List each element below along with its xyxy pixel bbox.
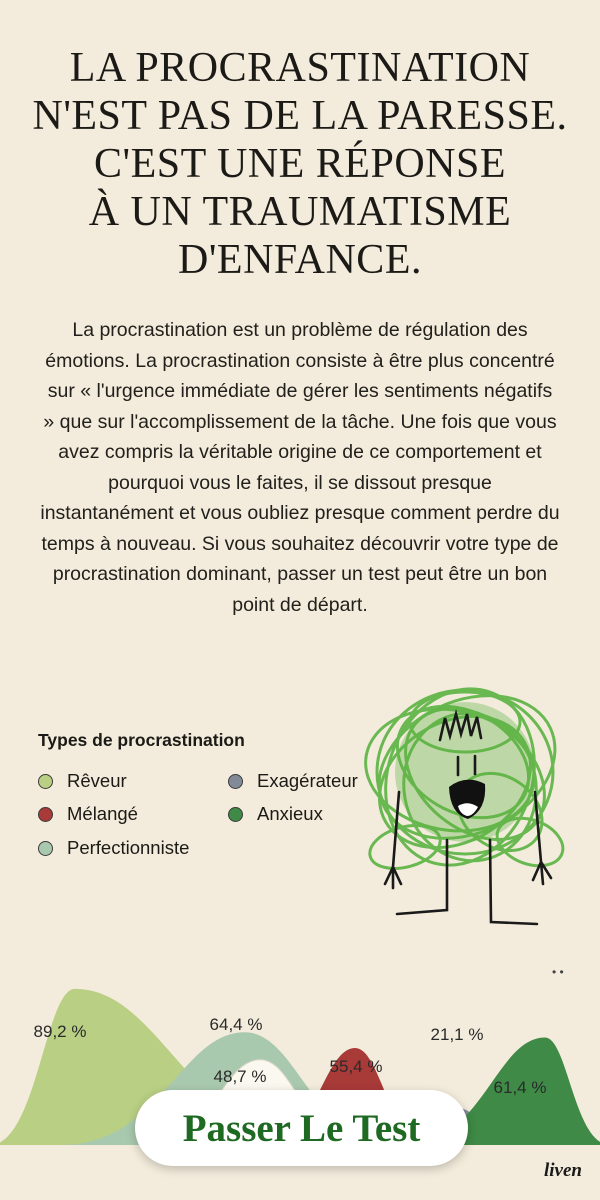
chart-data-label: 48,7 % (213, 1067, 267, 1086)
legend-label: Anxieux (257, 803, 323, 824)
legend-label: Rêveur (67, 770, 127, 791)
legend-dot-icon (228, 774, 243, 789)
legend-label: Perfectionniste (67, 837, 190, 858)
headline-line: C'EST UNE RÉPONSE (93, 141, 506, 187)
legend-item-melange (38, 803, 138, 825)
legend-dot-icon (38, 841, 53, 856)
legend-title: Types de procrastination (38, 730, 245, 750)
legend-dot-icon (38, 774, 53, 789)
chart-data-label: 55,4 % (329, 1057, 383, 1076)
legend-dot-icon (228, 807, 243, 822)
take-test-button[interactable]: Passer Le Test (135, 1090, 468, 1166)
legend-label: Mélangé (67, 803, 138, 824)
legend-item-anxieux (228, 803, 323, 825)
green-scribble-character-icon (355, 662, 585, 942)
legend-item-reveur (38, 770, 127, 792)
brand-logo: liven (544, 1160, 582, 1181)
chart-data-label: 64,4 % (209, 1015, 263, 1034)
body-paragraph: La procrastination est un problème de régulation des émotions. La procrastination consiste à être plus concentré sur « l'urgence immédiate de gérer les sentiments négatifs » que sur l'accomplissement de la tâche. Une fois que vous avez compris la véritable origine de ce comportement et pourquoi vous le faites, il se dissout presque instantanément et vous oubliez presque comment perdre du temps à nouveau. Si vous souhaitez découvrir votre type de procrastination dominant, passer un test peut être un bon point de départ. (40, 319, 560, 616)
chart-data-label: 21,1 % (430, 1025, 484, 1044)
legend-label: Exagérateur (257, 770, 358, 791)
headline-line: À UN TRAUMATISME (88, 189, 512, 235)
headline-line: D'ENFANCE. (178, 237, 422, 283)
legend-item-perfectionniste (38, 837, 189, 859)
chart-data-label: 89,2 % (33, 1022, 87, 1041)
chart-data-label: 61,4 % (493, 1078, 547, 1097)
legend-item-exagerateur (228, 770, 358, 792)
legend-dot-icon (38, 807, 53, 822)
headline-line: N'EST PAS DE LA PARESSE. (32, 93, 568, 139)
headline-line: LA PROCRASTINATION (69, 45, 531, 91)
headline (0, 44, 600, 284)
decoration-dots: • • (552, 965, 564, 979)
